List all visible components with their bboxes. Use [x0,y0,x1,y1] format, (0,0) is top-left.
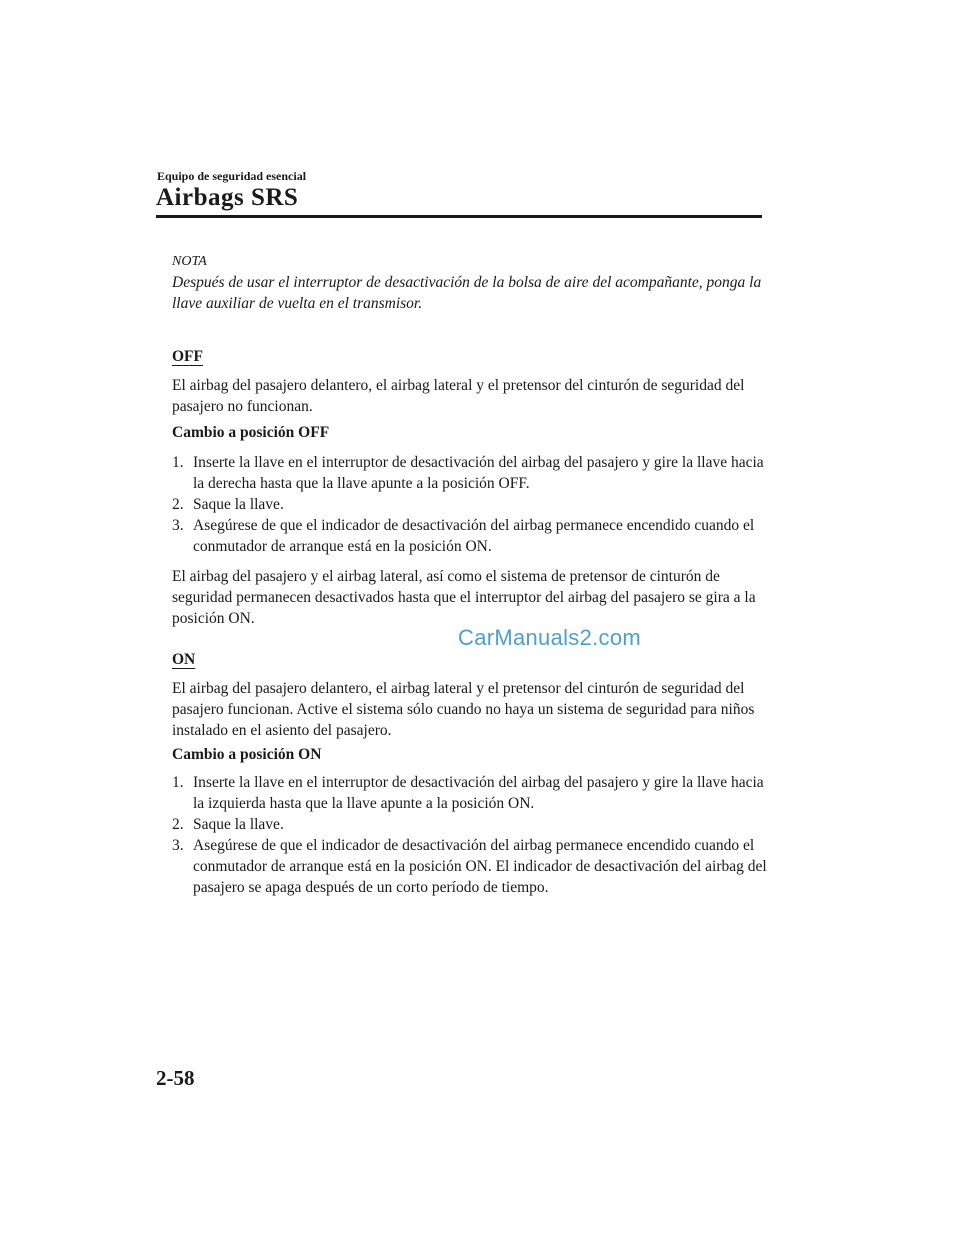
step-number: 2. [172,496,184,513]
on-heading: ON [172,651,196,668]
step-text: Asegúrese de que el indicador de desactivación del airbag permanece encendido cuando el conmutador de arranque está en la posición ON. El indicador de desactivación del airbag del pasajero se apaga después de un corto período de tiempo. [193,837,767,896]
chapter-title: Airbags SRS [156,184,299,211]
step-number: 3. [172,517,184,534]
on-subheading: Cambio a posición ON [172,746,322,763]
off-subheading: Cambio a posición OFF [172,424,330,441]
step-text: Inserte la llave en el interruptor de desactivación del airbag del pasajero y gire la llave hacia la derecha hasta que la llave apunte a la posición OFF. [193,454,764,492]
step-number: 2. [172,816,184,833]
step-text: Inserte la llave en el interruptor de desactivación del airbag del pasajero y gire la llave hacia la izquierda hasta que la llave apunte a la posición ON. [193,774,764,812]
list-item [172,835,772,898]
list-item [172,772,772,814]
step-number: 1. [172,454,184,471]
list-item [172,515,772,557]
list-item [172,452,772,494]
header-divider [156,215,762,218]
step-number: 1. [172,774,184,791]
on-steps-list [172,772,772,898]
off-description: El airbag del pasajero delantero, el airbag lateral y el pretensor del cinturón de seguridad del pasajero no funcionan. [172,377,745,415]
off-steps-list [172,452,772,557]
note-text: Después de usar el interruptor de desactivación de la bolsa de aire del acompañante, ponga la llave auxiliar de vuelta en el transmisor. [172,274,762,312]
off-heading: OFF [172,348,203,365]
step-text: Saque la llave. [193,816,284,833]
off-closing: El airbag del pasajero y el airbag lateral, así como el sistema de pretensor de cinturón de seguridad permanecen desactivados hasta que el interruptor del airbag del pasajero se gira a la posición ON. [172,568,756,627]
step-text: Saque la llave. [193,496,284,513]
watermark-link[interactable]: CarManuals2.com [458,625,642,650]
list-item [172,494,772,515]
on-description: El airbag del pasajero delantero, el airbag lateral y el pretensor del cinturón de seguridad del pasajero funcionan. Active el sistema sólo cuando no haya un sistema de seguridad para niños instalado en el asiento del pasajero. [172,680,755,739]
step-text: Asegúrese de que el indicador de desactivación del airbag permanece encendido cuando el conmutador de arranque está en la posición ON. [193,517,755,555]
step-number: 3. [172,837,184,854]
list-item [172,814,772,835]
note-heading: NOTA [172,254,207,269]
page-number: 2-58 [156,1066,195,1090]
section-label: Equipo de seguridad esencial [157,169,307,183]
